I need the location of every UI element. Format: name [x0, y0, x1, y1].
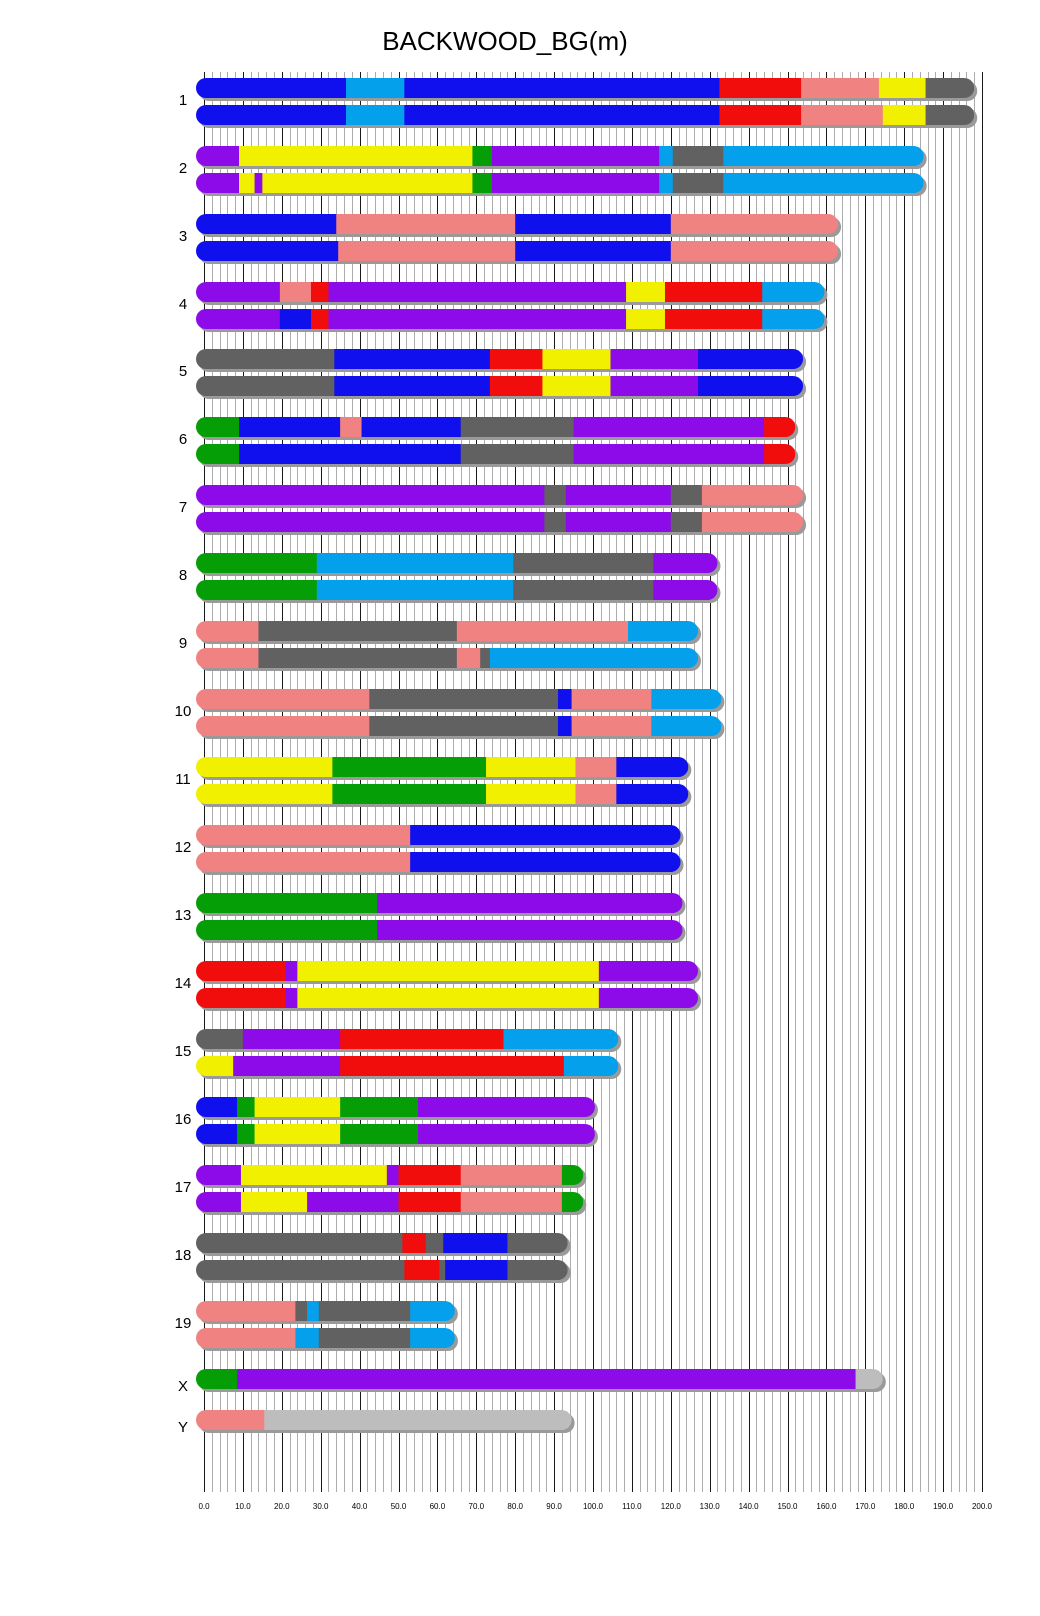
segment [196, 716, 370, 736]
chromosome-label: 2 [178, 160, 188, 177]
segment [457, 648, 481, 668]
segment [801, 105, 883, 125]
segment [258, 648, 457, 668]
segment [472, 173, 492, 193]
segment [295, 1328, 319, 1348]
segment [237, 1124, 255, 1144]
segment [196, 417, 239, 437]
haplotype-bar [196, 825, 684, 848]
haplotype-bar [196, 621, 701, 644]
haplotype-bar [196, 512, 806, 535]
haplotype-bar [196, 105, 977, 128]
chromosome-label: 18 [174, 1247, 192, 1264]
segment [404, 1260, 439, 1280]
haplotype-bar [196, 173, 927, 196]
segment [196, 282, 280, 302]
haplotype-bar [196, 349, 806, 372]
haplotype-bar [196, 485, 806, 508]
tick-label: 30.0 [312, 1502, 329, 1511]
segment [297, 988, 599, 1008]
segment [196, 1260, 405, 1280]
segment [856, 1369, 883, 1389]
segment [558, 716, 572, 736]
segment [665, 309, 763, 329]
haplotype-bar [196, 1029, 621, 1052]
segment [239, 146, 473, 166]
segment [762, 282, 824, 302]
tick-label: 130.0 [699, 1502, 720, 1511]
segment [651, 689, 721, 709]
haplotype-bar [196, 1233, 571, 1256]
segment [492, 146, 660, 166]
haplotype-bar [196, 376, 806, 399]
segment [340, 1124, 418, 1144]
haplotype-bar [196, 1192, 586, 1215]
segment [196, 1328, 296, 1348]
segment [196, 1097, 237, 1117]
chromosome-label: 1 [178, 92, 188, 109]
segment [544, 485, 566, 505]
haplotype-bar [196, 309, 827, 332]
segment [255, 173, 263, 193]
segment [196, 173, 239, 193]
segment [404, 78, 719, 98]
segment [239, 173, 255, 193]
chromosome-label: 3 [178, 228, 188, 245]
chromosome-label: 8 [178, 567, 188, 584]
segment [196, 1192, 241, 1212]
segment [387, 1165, 399, 1185]
segment [241, 1192, 307, 1212]
segment [883, 105, 926, 125]
segment [504, 1029, 619, 1049]
segment [611, 349, 699, 369]
segment [196, 553, 317, 573]
segment [237, 1369, 856, 1389]
segment [719, 78, 801, 98]
haplotype-bar [196, 961, 701, 984]
segment [196, 349, 335, 369]
segment [410, 1301, 455, 1321]
segment [486, 757, 576, 777]
segment [544, 512, 566, 532]
segment [574, 444, 765, 464]
segment [328, 309, 626, 329]
segment [286, 988, 298, 1008]
haplotype-bar [196, 1369, 886, 1392]
segment [566, 512, 671, 532]
segment [702, 512, 803, 532]
chromosome-labels [175, 92, 192, 1436]
haplotype-bar [196, 1260, 571, 1283]
segment [410, 1328, 455, 1348]
chromosome-label: 13 [174, 907, 192, 924]
segment [307, 1192, 399, 1212]
segment [507, 1260, 567, 1280]
haplotype-bar [196, 920, 685, 943]
segment [443, 1233, 507, 1253]
segment [377, 920, 682, 940]
chromosome-bars [196, 78, 977, 1433]
segment [564, 1056, 618, 1076]
segment [255, 1124, 341, 1144]
segment [515, 241, 671, 261]
segment [562, 1165, 583, 1185]
segment [196, 78, 346, 98]
segment [196, 621, 259, 641]
chromosome-label: 9 [178, 635, 188, 652]
segment [377, 893, 682, 913]
segment [346, 78, 405, 98]
segment [572, 716, 652, 736]
tick-label: 80.0 [507, 1502, 523, 1511]
segment [196, 825, 410, 845]
segment [723, 146, 923, 166]
haplotype-bar [196, 553, 720, 576]
haplotype-bar [196, 417, 798, 440]
segment [340, 417, 362, 437]
segment [486, 784, 576, 804]
haplotype-bar [196, 757, 691, 780]
segment [572, 689, 652, 709]
segment [340, 1097, 418, 1117]
segment [659, 146, 673, 166]
segment [311, 282, 329, 302]
chromosome-label: 17 [174, 1179, 192, 1196]
segment [418, 1097, 595, 1117]
chromosome-label: 14 [174, 975, 192, 992]
segment [673, 173, 724, 193]
segment [490, 349, 543, 369]
segment [410, 825, 680, 845]
segment [616, 757, 688, 777]
haplotype-bar [196, 1165, 586, 1188]
segment [599, 961, 698, 981]
segment [558, 689, 572, 709]
segment [575, 784, 616, 804]
haplotype-bar [196, 1124, 598, 1147]
segment [196, 1410, 265, 1430]
tick-label: 140.0 [738, 1502, 759, 1511]
segment [196, 146, 239, 166]
tick-label: 50.0 [390, 1502, 407, 1511]
segment [297, 961, 599, 981]
haplotype-bar [196, 784, 691, 807]
segment [196, 893, 377, 913]
segment [286, 961, 298, 981]
tick-label: 170.0 [855, 1502, 876, 1511]
tick-label: 90.0 [546, 1502, 562, 1511]
chromosome-label: 15 [174, 1043, 192, 1060]
haplotype-bar [196, 1328, 458, 1351]
segment [196, 214, 337, 234]
segment [507, 1233, 567, 1253]
tick-label: 10.0 [235, 1502, 251, 1511]
haplotype-bar [196, 1301, 458, 1324]
segment [698, 376, 803, 396]
tick-label: 160.0 [816, 1502, 837, 1511]
segment [328, 282, 626, 302]
chromosome-label: 6 [178, 431, 188, 448]
chromosome-label: 10 [174, 703, 192, 720]
segment [196, 376, 335, 396]
segment [702, 485, 803, 505]
segment [196, 689, 370, 709]
haplotype-bar [196, 1410, 575, 1433]
segment [542, 349, 610, 369]
segment [461, 1192, 562, 1212]
segment [196, 1233, 403, 1253]
segment [369, 716, 558, 736]
segment [574, 417, 765, 437]
segment [673, 146, 724, 166]
segment [698, 349, 803, 369]
segment [196, 961, 286, 981]
segment [362, 417, 461, 437]
segment [410, 852, 680, 872]
chromosome-label: 4 [178, 296, 188, 313]
segment [513, 580, 653, 600]
segment [338, 241, 515, 261]
segment [566, 485, 671, 505]
segment [319, 1301, 411, 1321]
axis-tick-labels [198, 1502, 992, 1511]
segment [196, 309, 280, 329]
segment [671, 512, 702, 532]
segment [445, 1260, 508, 1280]
haplotype-bar [196, 988, 701, 1011]
segment [616, 784, 688, 804]
segment [653, 580, 717, 600]
segment [801, 78, 879, 98]
segment [626, 282, 665, 302]
segment [764, 444, 795, 464]
segment [671, 485, 702, 505]
segment [515, 214, 671, 234]
segment [461, 1165, 562, 1185]
segment [879, 78, 926, 98]
haplotype-bar [196, 241, 841, 264]
segment [340, 1029, 504, 1049]
tick-label: 60.0 [429, 1502, 446, 1511]
segment [233, 1056, 340, 1076]
segment [196, 105, 346, 125]
segment [196, 648, 259, 668]
segment [307, 1301, 319, 1321]
segment [346, 105, 405, 125]
chart-title: BACKWOOD_BG(m) [382, 26, 628, 56]
tick-label: 190.0 [933, 1502, 954, 1511]
chromosome-label: 12 [174, 839, 192, 856]
segment [241, 1165, 387, 1185]
segment [611, 376, 699, 396]
segment [196, 757, 333, 777]
segment [653, 553, 717, 573]
segment [492, 173, 660, 193]
segment [196, 1124, 237, 1144]
segment [239, 417, 340, 437]
segment [490, 376, 543, 396]
segment [239, 444, 461, 464]
segment [719, 105, 801, 125]
chromosome-label: 7 [178, 499, 188, 516]
segment [237, 1097, 255, 1117]
segment [461, 417, 574, 437]
segment [334, 349, 490, 369]
segment [255, 1097, 341, 1117]
segment [926, 105, 975, 125]
haplotype-bar [196, 78, 977, 101]
segment [369, 689, 558, 709]
segment [575, 757, 616, 777]
segment [542, 376, 610, 396]
segment [332, 784, 486, 804]
segment [196, 1301, 296, 1321]
segment [723, 173, 923, 193]
segment [426, 1233, 444, 1253]
chromosome-label: 11 [175, 771, 191, 788]
haplotype-bar [196, 146, 927, 169]
segment [196, 1056, 233, 1076]
haplotype-bar [196, 444, 798, 467]
segment [317, 580, 514, 600]
segment [399, 1192, 462, 1212]
segment [280, 309, 311, 329]
segment [480, 648, 490, 668]
segment [262, 173, 472, 193]
chromosome-label: 16 [174, 1111, 192, 1128]
tick-label: 150.0 [777, 1502, 798, 1511]
haplotype-bar [196, 893, 685, 916]
haplotype-bar [196, 1097, 598, 1120]
tick-label: 20.0 [274, 1502, 290, 1511]
segment [196, 444, 239, 464]
tick-label: 0.0 [198, 1502, 210, 1511]
segment [671, 214, 838, 234]
segment [264, 1410, 571, 1430]
tick-label: 100.0 [582, 1502, 604, 1511]
tick-label: 40.0 [351, 1502, 368, 1511]
segment [334, 376, 490, 396]
chromosome-label: Y [177, 1419, 189, 1436]
segment [457, 621, 628, 641]
segment [926, 78, 975, 98]
segment [762, 309, 824, 329]
segment [280, 282, 311, 302]
segment [404, 105, 719, 125]
segment [651, 716, 721, 736]
haplotype-bar [196, 580, 720, 603]
segment [671, 241, 838, 261]
chromosome-label: 19 [174, 1315, 192, 1332]
segment [317, 553, 514, 573]
segment [665, 282, 763, 302]
tick-label: 180.0 [894, 1502, 915, 1511]
chromosome-label: 5 [178, 363, 188, 380]
segment [402, 1233, 426, 1253]
segment [196, 485, 545, 505]
segment [319, 1328, 411, 1348]
segment [311, 309, 329, 329]
haplotype-bar [196, 282, 827, 305]
segment [196, 1029, 243, 1049]
segment [399, 1165, 462, 1185]
segment [295, 1301, 307, 1321]
segment [196, 1165, 241, 1185]
chromosome-label: X [177, 1378, 189, 1395]
segment [243, 1029, 341, 1049]
segment [196, 241, 339, 261]
segment [764, 417, 795, 437]
segment [258, 621, 457, 641]
segment [196, 852, 410, 872]
haplotype-bar [196, 1056, 621, 1079]
segment [340, 1056, 564, 1076]
segment [332, 757, 486, 777]
tick-label: 200.0 [971, 1502, 993, 1511]
segment [439, 1260, 445, 1280]
segment [196, 920, 377, 940]
haplotype-bar [196, 852, 684, 875]
segment [336, 214, 515, 234]
segment [418, 1124, 595, 1144]
haplotype-bar [196, 648, 701, 671]
segment [628, 621, 698, 641]
segment [472, 146, 492, 166]
segment [461, 444, 574, 464]
segment [196, 988, 286, 1008]
segment [626, 309, 665, 329]
segment [513, 553, 653, 573]
segment [490, 648, 698, 668]
segment [196, 784, 333, 804]
segment [659, 173, 673, 193]
segment [196, 580, 317, 600]
tick-label: 120.0 [660, 1502, 681, 1511]
haplotype-bar [196, 716, 724, 739]
haplotype-bar [196, 689, 724, 712]
haplotype-bar [196, 214, 841, 237]
segment [196, 512, 545, 532]
tick-label: 70.0 [468, 1502, 485, 1511]
segment [599, 988, 698, 1008]
tick-label: 110.0 [622, 1502, 642, 1511]
segment [562, 1192, 583, 1212]
segment [196, 1369, 237, 1389]
